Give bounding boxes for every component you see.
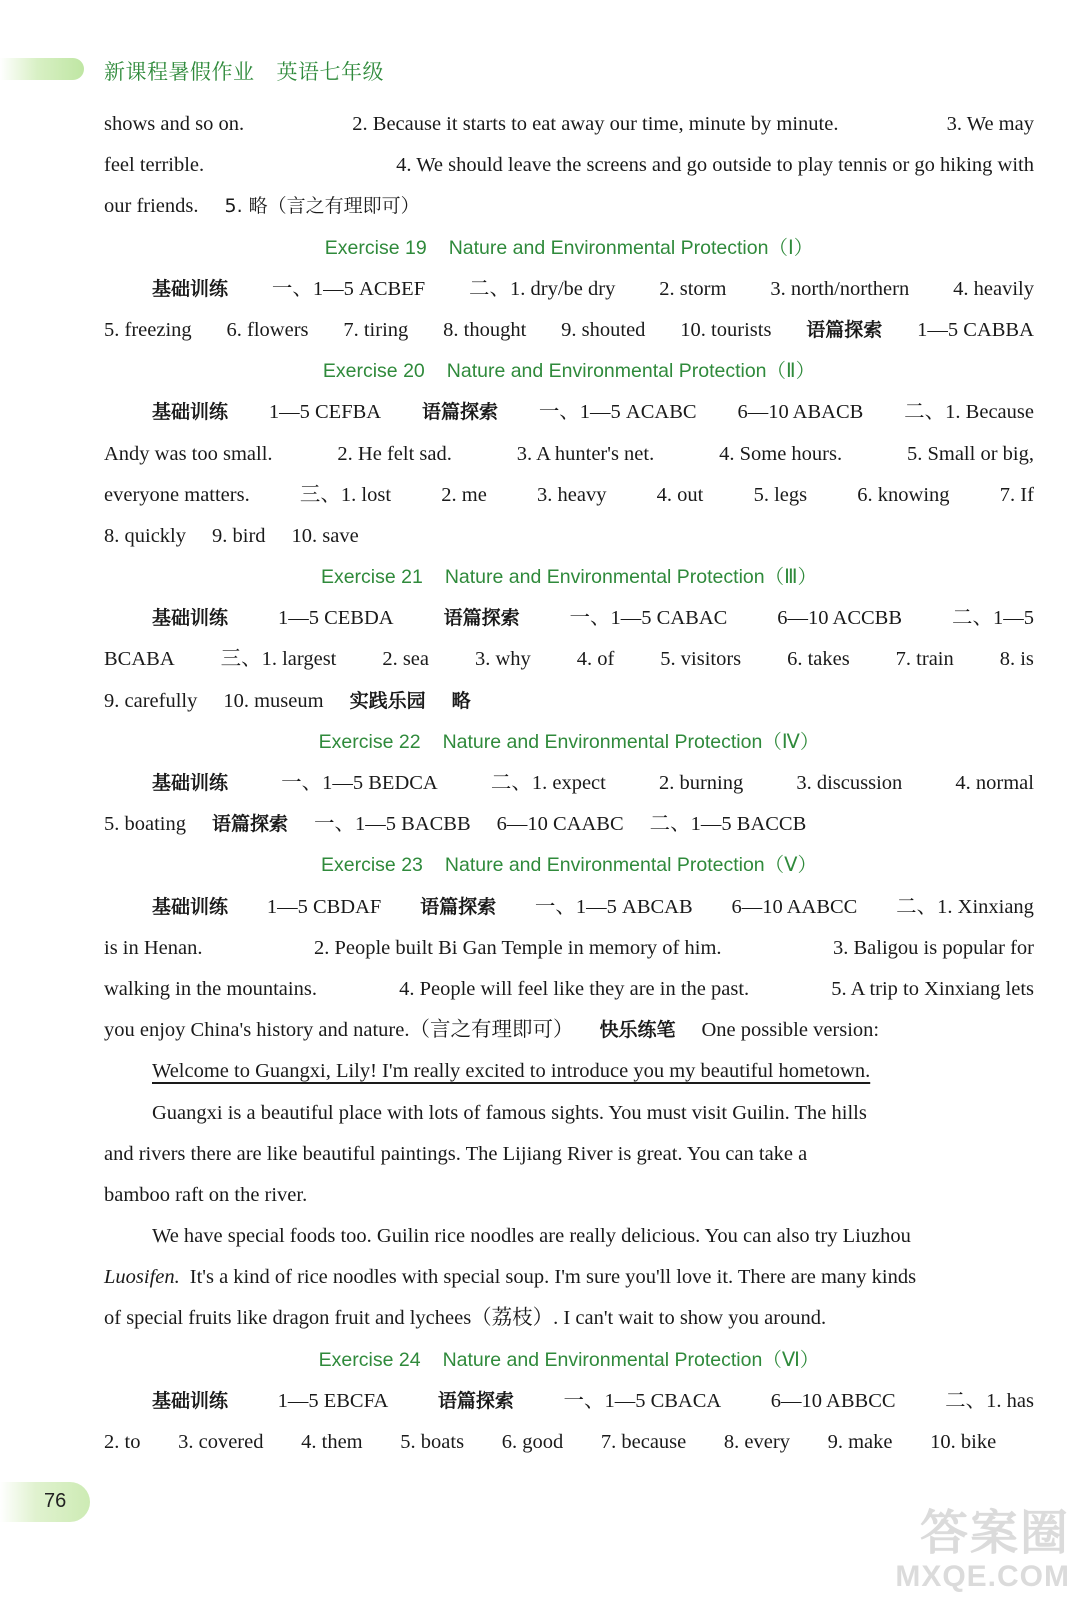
text-line <box>104 145 1034 186</box>
watermark <box>870 1494 1070 1594</box>
exercise-number: Exercise 23 <box>321 854 423 877</box>
text-segment: 4. People will feel like they are in the past. <box>399 977 750 1000</box>
text-segment: 5. A trip to Xinxiang lets <box>831 977 1034 1000</box>
text-segment: 5. 略（言之有理即可） <box>224 195 420 218</box>
section-label: 基础训练 <box>152 401 229 424</box>
text-segment: 2. to <box>104 1431 141 1453</box>
watermark-logo: 答案圈 <box>919 1505 1070 1561</box>
text-segment: feel terrible. <box>104 154 205 177</box>
text-segment: 4. normal <box>955 772 1034 794</box>
text-segment: One possible version: <box>701 1019 880 1042</box>
section-label: 基础训练 <box>152 895 229 918</box>
section-label: 语篇探索 <box>420 895 497 918</box>
text-line <box>104 310 1034 351</box>
text-segment: 一、1—5 ACBEF <box>271 277 426 300</box>
essay-text: of special fruits like dragon fruit and lychees（荔枝）. I can't wait to show you around. <box>104 1307 827 1330</box>
exercise-title: Nature and Environmental Protection（Ⅳ） <box>442 730 820 753</box>
exercise-heading <box>104 1340 1034 1381</box>
text-line <box>104 1257 1034 1298</box>
watermark-url: MXQE.COM <box>895 1560 1070 1593</box>
book-subject: 英语七年级 <box>276 60 384 84</box>
section-label: 基础训练 <box>152 1389 229 1412</box>
exercise-title: Nature and Environmental Protection（Ⅱ） <box>446 360 816 383</box>
text-line <box>104 269 1034 310</box>
text-line <box>104 681 1034 722</box>
text-segment: 3. covered <box>178 1431 264 1453</box>
text-segment: 9. shouted <box>561 318 646 341</box>
text-segment: 6—10 AABCC <box>731 895 858 918</box>
text-segment: 4. out <box>656 483 704 506</box>
text-line <box>104 928 1034 969</box>
essay-text: Guangxi is a beautiful place with lots of famous sights. You must visit Guilin. The hills <box>152 1101 867 1124</box>
section-label: 快乐练笔 <box>599 1019 676 1042</box>
exercise-title: Nature and Environmental Protection（Ⅴ） <box>444 854 817 877</box>
text-segment: 2. sea <box>382 648 430 671</box>
text-segment: 1—5 CBDAF <box>266 895 382 918</box>
section-label: 语篇探索 <box>437 1389 514 1412</box>
text-segment: 2. storm <box>659 277 727 300</box>
text-segment: 3. why <box>474 648 531 671</box>
text-line <box>104 598 1034 639</box>
text-line <box>104 516 1034 557</box>
text-segment: 6. knowing <box>857 483 950 506</box>
text-segment: 5. legs <box>753 483 808 506</box>
text-segment: 4. them <box>301 1431 363 1453</box>
text-segment: 3. north/northern <box>770 277 910 300</box>
text-segment: Andy was too small. <box>104 442 273 465</box>
text-line <box>104 1422 1034 1463</box>
text-line <box>104 763 1034 804</box>
text-line <box>104 1216 1034 1257</box>
text-segment: 7. If <box>999 483 1034 506</box>
text-segment: 1—5 CEBDA <box>277 607 394 630</box>
section-label: 基础训练 <box>152 772 229 794</box>
text-segment: 5. visitors <box>660 648 742 671</box>
exercise-heading <box>104 228 1034 269</box>
text-segment: 10. museum <box>223 689 324 712</box>
text-line <box>104 104 1034 145</box>
text-segment: 1—5 CABBA <box>917 318 1034 341</box>
essay-text: It's a kind of rice noodles with special soup. I'm sure you'll love it. There are many kinds <box>189 1266 917 1289</box>
essay-opening: Welcome to Guangxi, Lily! I'm really excited to introduce you my beautiful hometown. <box>152 1060 871 1083</box>
text-segment: 3. We may <box>946 113 1034 135</box>
text-segment: 8. every <box>723 1431 790 1453</box>
text-line <box>104 434 1034 475</box>
text-segment: you enjoy China's history and nature.（言之有理即可） <box>104 1019 574 1042</box>
text-segment: 7. tiring <box>343 318 409 341</box>
text-segment: 6—10 ABBCC <box>770 1389 896 1412</box>
text-segment: 2. He felt sad. <box>337 442 452 465</box>
text-segment: 3. A hunter's net. <box>516 442 655 465</box>
text-segment: 二、1—5 <box>952 607 1034 630</box>
page-header <box>104 56 384 86</box>
exercise-heading <box>104 845 1034 886</box>
section-label: 基础训练 <box>152 277 229 300</box>
exercise-title: Nature and Environmental Protection（Ⅲ） <box>444 566 818 589</box>
answer-content <box>104 104 1034 1463</box>
text-segment: 1—5 EBCFA <box>277 1389 389 1412</box>
text-line <box>104 186 1034 227</box>
text-segment: 二、1. Xinxiang <box>896 895 1034 918</box>
text-line <box>104 1093 1034 1134</box>
section-label: 基础训练 <box>152 607 229 630</box>
exercise-number: Exercise 22 <box>318 730 421 753</box>
text-line <box>104 887 1034 928</box>
text-segment: 9. bird <box>212 524 266 547</box>
section-label: 语篇探索 <box>806 318 883 341</box>
text-segment: 10. save <box>291 524 359 547</box>
section-label: 语篇探索 <box>212 813 289 836</box>
text-segment: is in Henan. <box>104 936 203 959</box>
text-segment: 二、1. Because <box>904 401 1034 424</box>
exercise-heading <box>104 351 1034 392</box>
book-title: 新课程暑假作业 <box>104 60 255 84</box>
text-line <box>104 1051 1034 1092</box>
text-segment: 2. me <box>441 483 487 506</box>
exercise-number: Exercise 21 <box>320 566 423 589</box>
exercise-heading <box>104 557 1034 598</box>
text-segment: 5. Small or big, <box>906 442 1034 465</box>
text-segment: 略 <box>451 689 471 712</box>
text-segment: 10. bike <box>930 1431 997 1453</box>
text-segment: 8. is <box>999 648 1034 671</box>
essay-text: and rivers there are like beautiful paintings. The Lijiang River is great. You can take a <box>104 1142 808 1165</box>
section-label: 语篇探索 <box>421 401 498 424</box>
exercise-heading <box>104 722 1034 763</box>
exercise-title: Nature and Environmental Protection（Ⅵ） <box>442 1348 820 1371</box>
exercise-number: Exercise 20 <box>322 360 425 383</box>
exercise-number: Exercise 19 <box>324 236 427 259</box>
text-segment: 二、1—5 BACCB <box>649 813 807 836</box>
text-segment: everyone matters. <box>104 483 250 506</box>
text-line <box>104 1134 1034 1175</box>
text-line <box>104 804 1034 845</box>
text-segment: 4. Some hours. <box>719 442 843 465</box>
text-segment: 9. carefully <box>104 689 198 712</box>
text-segment: 3. discussion <box>796 772 903 794</box>
text-segment: 三、1. largest <box>220 648 337 671</box>
exercise-number: Exercise 24 <box>318 1348 421 1371</box>
text-segment: 7. because <box>600 1431 687 1453</box>
essay-text: We have special foods too. Guilin rice noodles are really delicious. You can also try Liuzhou <box>152 1225 911 1248</box>
text-segment: 4. heavily <box>953 277 1034 300</box>
text-segment: BCABA <box>104 648 175 671</box>
page-number: 76 <box>44 1490 67 1512</box>
exercise-title: Nature and Environmental Protection（Ⅰ） <box>448 236 814 259</box>
text-segment: 一、1—5 ACABC <box>538 401 697 424</box>
section-label: 实践乐园 <box>349 689 426 712</box>
essay-text: Luosifen. <box>104 1266 180 1289</box>
text-line <box>104 1298 1034 1339</box>
text-segment: 9. make <box>827 1431 893 1453</box>
text-segment: 6—10 ACCBB <box>777 607 903 630</box>
text-segment: 2. Because it starts to eat away our time, minute by minute. <box>352 113 839 135</box>
text-line <box>104 639 1034 680</box>
text-segment: 8. thought <box>443 318 527 341</box>
text-segment: 10. tourists <box>680 318 772 341</box>
text-segment: 6. flowers <box>226 318 309 341</box>
text-segment: shows and so on. <box>104 113 245 135</box>
text-line <box>104 1175 1034 1216</box>
section-label: 语篇探索 <box>443 607 520 630</box>
text-line <box>104 475 1034 516</box>
text-segment: 1—5 CEFBA <box>268 401 382 424</box>
text-segment: 4. We should leave the screens and go outside to play tennis or go hiking with <box>396 154 1034 177</box>
header-decoration <box>0 58 84 80</box>
text-segment: 2. burning <box>658 772 744 794</box>
text-segment: 一、1—5 BACBB <box>314 813 471 836</box>
text-line <box>104 1381 1034 1422</box>
text-segment: 6—10 CAABC <box>496 813 624 836</box>
text-segment: our friends. <box>104 195 199 218</box>
text-segment: 一、1—5 ABCAB <box>534 895 693 918</box>
text-segment: 一、1—5 CBACA <box>563 1389 722 1412</box>
text-segment: 二、1. expect <box>490 772 606 794</box>
text-segment: 6. good <box>501 1431 564 1453</box>
text-line <box>104 392 1034 433</box>
text-segment: 5. freezing <box>104 318 192 341</box>
text-segment: 5. boating <box>104 813 186 836</box>
text-segment: 一、1—5 CABAC <box>569 607 728 630</box>
text-segment: 一、1—5 BEDCA <box>281 772 438 794</box>
text-segment: 二、1. dry/be dry <box>469 277 616 300</box>
text-segment: 三、1. lost <box>299 483 392 506</box>
essay-text: bamboo raft on the river. <box>104 1183 308 1206</box>
text-line <box>104 1010 1034 1051</box>
text-segment: 3. heavy <box>537 483 607 506</box>
text-segment: 6. takes <box>787 648 850 671</box>
text-segment: 5. boats <box>400 1431 465 1453</box>
text-segment: 4. of <box>576 648 615 671</box>
text-line <box>104 969 1034 1010</box>
text-segment: 7. train <box>895 648 954 671</box>
text-segment: 2. People built Bi Gan Temple in memory of him. <box>313 936 722 959</box>
text-segment: 6—10 ABACB <box>737 401 864 424</box>
text-segment: walking in the mountains. <box>104 977 317 1000</box>
text-segment: 8. quickly <box>104 524 186 547</box>
text-segment: 3. Baligou is popular for <box>832 936 1034 959</box>
text-segment: 二、1. has <box>945 1389 1034 1412</box>
